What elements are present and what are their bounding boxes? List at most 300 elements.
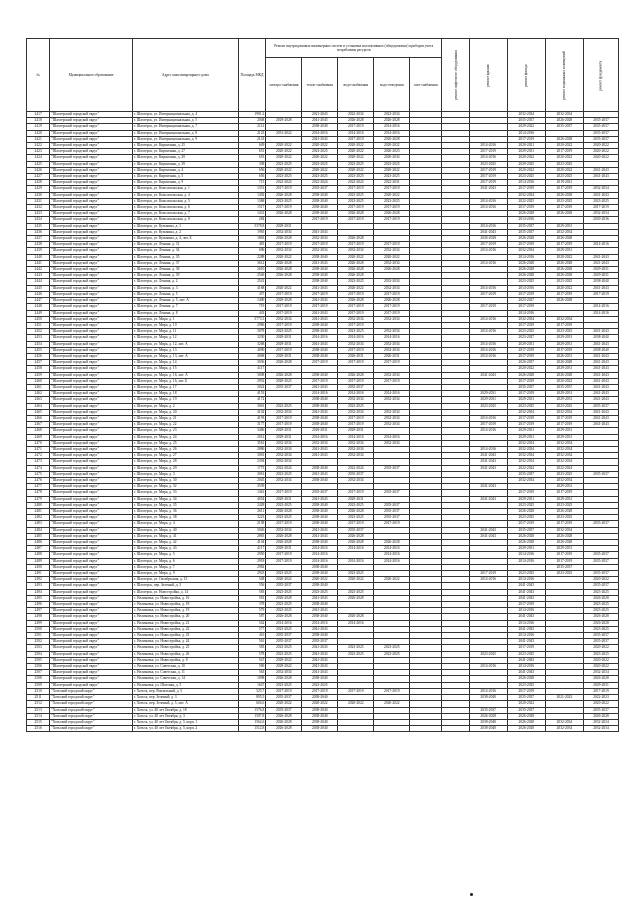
table-cell-a: г. Шахтерск, ул. Комсомольская, д. 7	[132, 211, 238, 217]
table-cell-fd: 2035-2037	[583, 136, 618, 142]
table-cell-fd: 2035-2037	[583, 124, 618, 130]
table-cell-s: 3268	[238, 341, 266, 347]
table-cell-b: 2017-2019	[545, 186, 583, 192]
table-cell-a: г. Шахтерск, ул. Мира, д. 11	[132, 329, 238, 335]
table-cell-v: 2017-2019	[374, 688, 410, 694]
table-cell-w: 2032-2034	[338, 440, 374, 446]
table-cell-fd: 2023-2025	[583, 198, 618, 204]
table-cell-v: 2014-2016	[374, 124, 410, 130]
table-cell-a: г. Шахтерск, ул. Мира, д. 32	[132, 484, 238, 490]
table-cell-w: 2017-2019	[338, 360, 374, 366]
table-cell-h: 2041-2043	[302, 608, 338, 614]
table-cell-n: 2444	[27, 279, 50, 285]
table-cell-n: 2429	[27, 186, 50, 192]
table-cell-mo: "Шахтерский городской округ"	[50, 136, 133, 142]
table-cell-b: 2026-2028	[545, 533, 583, 539]
table-cell-mo: "Шахтерский городской округ"	[50, 533, 133, 539]
table-cell-v: 2035-2037	[374, 502, 410, 508]
table-cell-a: г. Шахтерск, ул. Мира, д. 15	[132, 366, 238, 372]
table-cell-mo: "Шахтерский городской округ"	[50, 571, 133, 577]
table-cell-r: 2041-2043	[469, 527, 507, 533]
table-cell-h: 2041-2043	[302, 409, 338, 415]
table-cell-f: 2017-2019	[507, 136, 545, 142]
table-cell-a: г. Шахтерск, ул. Кирпичная, д. 9	[132, 180, 238, 186]
table-cell-a: г. Шахтерск, ул. Мира, д. 29	[132, 465, 238, 471]
table-cell-v: 2032-2034	[374, 440, 410, 446]
table-cell-fd: 2035-2037	[583, 639, 618, 645]
table-cell-n: 2438	[27, 242, 50, 248]
table-cell-e: 2020-2022	[266, 577, 302, 583]
table-cell-n: 2459	[27, 372, 50, 378]
table-cell-e: 2035-2037	[266, 583, 302, 589]
table-cell-s: 4090	[238, 347, 266, 353]
table-cell-mo: "Хотьский городской округ"	[50, 713, 133, 719]
table-cell-h: 2041-2043	[302, 384, 338, 390]
table-cell-f: 2026-2028	[507, 509, 545, 515]
table-cell-r: 2026-2028	[469, 236, 507, 242]
table-cell-f: 2032-2034	[507, 192, 545, 198]
table-cell-w: 2014-2016	[338, 434, 374, 440]
table-cell-f: 2032-2034	[507, 248, 545, 254]
table-cell-h: 2035-2037	[302, 639, 338, 645]
table-cell-fd: 2041-2043	[583, 341, 618, 347]
table-cell-mo: "Шахтерский городской округ"	[50, 440, 133, 446]
table-cell-h: 2038-2040	[302, 329, 338, 335]
table-cell-mo: "Шахтерский городской округ"	[50, 298, 133, 304]
table-cell-r: 2014-2016	[469, 688, 507, 694]
table-cell-s: 1517	[238, 205, 266, 211]
table-cell-f: 2026-2037	[507, 360, 545, 366]
table-cell-f: 2029-2031	[507, 496, 545, 502]
table-cell-e: 2017-2019	[266, 552, 302, 558]
table-cell-n: 2469	[27, 434, 50, 440]
table-cell-f: 2017-2019	[507, 521, 545, 527]
table-cell-v: 2017-2019	[374, 205, 410, 211]
table-cell-a: г. Шахтерск, ул. Мира, д. 35	[132, 502, 238, 508]
table-cell-mo: "Шахтерский городской округ"	[50, 521, 133, 527]
table-cell-n: 2504	[27, 651, 50, 657]
table-cell-n: 2507	[27, 670, 50, 676]
table-cell-s: 548	[238, 577, 266, 583]
table-cell-h: 2038-2040	[302, 719, 338, 725]
table-cell-v: 2026-2031	[374, 353, 410, 359]
table-cell-e: 2023-2025	[266, 602, 302, 608]
table-cell-fd: 2023-2025	[583, 602, 618, 608]
table-cell-w: 2017-2019	[338, 422, 374, 428]
table-cell-e: 2023-2025	[266, 161, 302, 167]
table-cell-n: 2479	[27, 496, 50, 502]
table-cell-f: 2014-2016	[507, 180, 545, 186]
table-cell-w: 2032-2034	[338, 477, 374, 483]
table-cell-mo: "Хотьский городской округ"	[50, 719, 133, 725]
table-cell-fd: 2041-2043	[583, 360, 618, 366]
table-cell-v: 2017-2019	[374, 360, 410, 366]
table-cell-fd: 2041-2043	[583, 378, 618, 384]
table-cell-n: 2512	[27, 701, 50, 707]
table-cell-e: 2032-2034	[266, 316, 302, 322]
table-cell-h: 2038-2040	[302, 477, 338, 483]
table-cell-fd: 2026-2028	[583, 676, 618, 682]
table-cell-a: г. Шахтерск, ул. Ленина, д. 5, лит. А	[132, 298, 238, 304]
table-cell-h: 2041-2045	[302, 118, 338, 124]
table-cell-mo: "Шахтерский городской округ"	[50, 670, 133, 676]
table-cell-mo: "Шахтерский городской округ"	[50, 509, 133, 515]
table-cell-n: 2451	[27, 322, 50, 328]
table-cell-h: 2038-2040	[302, 583, 338, 589]
table-cell-s: 3061	[238, 403, 266, 409]
table-cell-mo: "Шахтерский городской округ"	[50, 558, 133, 564]
table-cell-mo: "Шахтерский городской округ"	[50, 341, 133, 347]
table-cell-h: 2041-2043	[302, 657, 338, 663]
table-cell-w: 2026-2031	[338, 353, 374, 359]
table-cell-a: с. Великовка, ул. Новостройка, д. 25	[132, 645, 238, 651]
table-cell-r: 2014-2016	[469, 205, 507, 211]
table-cell-a: г. Шахтерск, ул. Мира, д. 34	[132, 496, 238, 502]
col-area-header: Площадь МКД	[238, 39, 266, 112]
table-cell-w: 2032-2034	[338, 316, 374, 322]
table-cell-v: 2017-2019	[374, 310, 410, 316]
table-cell-s: 895,5	[238, 695, 266, 701]
table-cell-n: 2441	[27, 260, 50, 266]
table-cell-e: 2026-2028	[266, 719, 302, 725]
table-cell-s: 481	[238, 242, 266, 248]
table-cell-e: 2017-2019	[266, 521, 302, 527]
table-cell-b: 2020-2022	[545, 155, 583, 161]
table-cell-a: г. Шахтерск, пер. Зеленый, д. 5	[132, 583, 238, 589]
table-cell-v: 2023-2025	[374, 198, 410, 204]
table-cell-w: 2017-2019	[338, 304, 374, 310]
table-cell-fd: 2032-2034	[583, 719, 618, 725]
col-address-header: Адрес многоквартирного дома	[132, 39, 238, 112]
table-cell-fd: 2020-2022	[583, 577, 618, 583]
table-cell-w: 2026-2028	[338, 372, 374, 378]
table-cell-n: 2484	[27, 527, 50, 533]
table-cell-mo: "Шахтерский городской округ"	[50, 484, 133, 490]
table-cell-mo: "Шахтерский городской округ"	[50, 273, 133, 279]
table-cell-b: 2026-2028	[545, 360, 583, 366]
table-cell-a: г. Шахтерск, ул. Октябрьская, д. 15	[132, 577, 238, 583]
table-cell-h: 2023-2025	[302, 161, 338, 167]
table-cell-w: 2026-2028	[338, 273, 374, 279]
table-cell-n: 2425	[27, 161, 50, 167]
table-cell-b: 2020-2022	[545, 143, 583, 149]
table-cell-b: 2032-2034	[545, 440, 583, 446]
table-cell-e: 2022-2024	[266, 180, 302, 186]
table-cell-s: 547	[238, 657, 266, 663]
table-cell-a: г. Шахтерск, ул. Кирпичная, д. 39	[132, 161, 238, 167]
table-cell-h: 2023-2025	[302, 589, 338, 595]
table-cell-w: 2017-2019	[338, 205, 374, 211]
table-cell-f: 2014-2016	[507, 254, 545, 260]
table-cell-s: 556	[238, 583, 266, 589]
table-cell-e: 2017-2019	[266, 322, 302, 328]
table-cell-f: 2017-2019	[507, 688, 545, 694]
table-cell-s: 649	[238, 143, 266, 149]
table-cell-r: 2023-2025	[469, 161, 507, 167]
table-cell-h: 2041-2043	[302, 285, 338, 291]
table-cell-n: 2436	[27, 229, 50, 235]
table-cell-s: 1507,8	[238, 713, 266, 719]
table-cell-a: г. Шахтерск, ул. Комсомольская, д. 5	[132, 198, 238, 204]
table-cell-f: 2017-2019	[507, 391, 545, 397]
table-cell-s: 2982	[238, 564, 266, 570]
table-cell-fd: 2041-2043	[583, 415, 618, 421]
table-cell-b: 2032-2034	[545, 477, 583, 483]
table-cell-f: 2035-2037	[507, 229, 545, 235]
table-cell-s: 561	[238, 639, 266, 645]
table-cell-a: г. Шахтерск, ул. Ленина, д. 5	[132, 291, 238, 297]
table-cell-w: 2035-2037	[338, 384, 374, 390]
table-cell-v: 2026-2028	[374, 540, 410, 546]
table-cell-s: 2394	[238, 459, 266, 465]
table-cell-w: 2023-2025	[338, 515, 374, 521]
table-cell-w: 2014-2016	[338, 130, 374, 136]
table-cell-n: 2487	[27, 546, 50, 552]
table-cell-w: 2026-2028	[338, 298, 374, 304]
table-cell-h: 2014-2016	[302, 552, 338, 558]
table-cell-v: 2032-2034	[374, 248, 410, 254]
table-cell-f: 2023-2025	[507, 571, 545, 577]
table-cell-b: 2017-2019	[545, 347, 583, 353]
table-cell-b: 2032-2034	[545, 316, 583, 322]
table-cell-s: 284	[238, 217, 266, 223]
table-cell-mo: "Шахтерский городской округ"	[50, 316, 133, 322]
table-cell-e: 2023-2025	[266, 645, 302, 651]
table-cell-w: 2017-2019	[338, 378, 374, 384]
table-cell-fd: 2041-2043	[583, 391, 618, 397]
table-cell-a: г. Шахтерск, ул. Комсомольская, д. 4	[132, 192, 238, 198]
table-cell-f: 2041-2043	[507, 639, 545, 645]
table-cell-r: 2014-2016	[469, 316, 507, 322]
table-cell-b: 2020-2022	[545, 254, 583, 260]
table-cell-w: 2026-2028	[338, 260, 374, 266]
table-cell-mo: "Шахтерский городской округ"	[50, 614, 133, 620]
table-cell-a: г. Шахтерск, ул. Мира, д. 38	[132, 515, 238, 521]
table-cell-w: 2026-2028	[338, 614, 374, 620]
table-cell-s: 2541	[238, 279, 266, 285]
col-basement-header: ремонт подвальных помещений	[545, 39, 583, 112]
table-cell-fd: 2023-2025	[583, 589, 618, 595]
table-cell-s: 3026	[238, 527, 266, 533]
table-cell-mo: "Шахтерский городской округ"	[50, 186, 133, 192]
table-cell-mo: "Шахтерский городской округ"	[50, 496, 133, 502]
table-cell-h: 2041-2043	[302, 341, 338, 347]
table-cell-e: 2020-2022	[266, 149, 302, 155]
table-cell-fd: 2020-2022	[583, 645, 618, 651]
table-cell-v: 2014-2016	[374, 335, 410, 341]
table-cell-s: 4054	[238, 496, 266, 502]
table-cell-v: 2014-2016	[374, 434, 410, 440]
table-cell-h: 2014-2016	[302, 391, 338, 397]
table-cell-s: 713	[238, 180, 266, 186]
table-cell-mo: "Шахтерский городской округ"	[50, 372, 133, 378]
table-cell-f: 2035-2037	[507, 384, 545, 390]
table-cell-v: 2035-2037	[374, 465, 410, 471]
table-cell-s: 2158	[238, 521, 266, 527]
table-cell-a: с. Великовка, ул. Шахтная, д. 5	[132, 682, 238, 688]
table-cell-f: 2020-2022	[507, 167, 545, 173]
table-cell-s: 1773	[238, 465, 266, 471]
table-cell-v: 2023-2025	[374, 174, 410, 180]
table-cell-a: г. Шахтерск, ул. Мира, д. 40	[132, 527, 238, 533]
table-cell-e: 2023-2025	[266, 502, 302, 508]
table-cell-s: 2886	[238, 446, 266, 452]
table-cell-w: 2022-2024	[338, 180, 374, 186]
table-cell-v: 2026-2028	[374, 136, 410, 142]
table-cell-s: 3078	[238, 329, 266, 335]
table-cell-b: 2029-2031	[545, 546, 583, 552]
table-cell-fd: 2029-2031	[583, 682, 618, 688]
table-cell-fd: 2035-2037	[583, 558, 618, 564]
table-cell-r: 2023-2025	[469, 403, 507, 409]
table-cell-fd: 2029-2031	[583, 273, 618, 279]
table-cell-n: 2434	[27, 217, 50, 223]
table-cell-f: 2017-2019	[507, 602, 545, 608]
table-cell-b: 2032-2034	[545, 459, 583, 465]
table-cell-mo: "Шахтерский городской округ"	[50, 583, 133, 589]
table-cell-f: 2014-2016	[507, 558, 545, 564]
table-cell-b: 2023-2025	[545, 198, 583, 204]
table-cell-a: г. Шахтерск, ул. Мира, д. 4	[132, 521, 238, 527]
table-cell-f: 2017-2019	[507, 186, 545, 192]
table-cell-b: 2023-2025	[545, 502, 583, 508]
table-cell-mo: "Шахтерский городской округ"	[50, 174, 133, 180]
table-cell-a: г. Шахтерск, ул. Мира, д. 17	[132, 384, 238, 390]
table-cell-mo: "Шахтерский городской округ"	[50, 236, 133, 242]
table-cell-g	[410, 726, 442, 732]
table-cell-r: 2017-2019	[469, 571, 507, 577]
table-cell-s: 2610	[238, 267, 266, 273]
table-cell-b: 2029-2031	[545, 496, 583, 502]
table-cell-r: 2023-2025	[469, 651, 507, 657]
table-cell-a: г. Шахтерск, ул. Мира, д. 28	[132, 459, 238, 465]
table-cell-f: 2026-2028	[507, 719, 545, 725]
table-cell-n: 2482	[27, 515, 50, 521]
col-water-header: водо-снабжения	[338, 58, 374, 112]
table-cell-mo: "Шахтерский городской округ"	[50, 502, 133, 508]
table-cell-a: г. Шахтерск, ул. Мира, д. 33	[132, 490, 238, 496]
table-cell-v: 2020-2023	[374, 149, 410, 155]
table-cell-n: 2431	[27, 198, 50, 204]
table-cell-fd: 2020-2022	[583, 664, 618, 670]
table-cell-h: 2038-2040	[302, 602, 338, 608]
table-cell-h: 2041-2043	[302, 471, 338, 477]
table-cell-mo: "Хотьский городской округ"	[50, 695, 133, 701]
table-cell-a: с. Великовка, ул. Советская, д. 10	[132, 664, 238, 670]
table-cell-n: 2500	[27, 626, 50, 632]
table-cell-s: 3081	[238, 453, 266, 459]
table-cell-r: 2035-2037	[469, 707, 507, 713]
table-cell-fd: 2032-2034	[583, 726, 618, 732]
table-cell-b: 2017-2019	[545, 558, 583, 564]
table-cell-f: 2026-2028	[507, 267, 545, 273]
table-cell-n: 2440	[27, 254, 50, 260]
table-cell-w: 2020-2022	[338, 149, 374, 155]
table-cell-e: 2032-2034	[266, 248, 302, 254]
header-row-1	[27, 39, 619, 58]
table-cell-h: 2014-2016	[302, 335, 338, 341]
table-cell-r: 2041-2043	[469, 533, 507, 539]
table-cell-f: 2032-2034	[507, 446, 545, 452]
table-cell-a: с. Великовка, ул. Советская, д. 11	[132, 670, 238, 676]
table-cell-v: 2032-2034	[374, 347, 410, 353]
table-cell-b: 2023-2025	[545, 403, 583, 409]
table-cell-a: г. Шахтерск, ул. Кирпичная, д. 29	[132, 155, 238, 161]
table-cell-h: 2041-2043	[302, 595, 338, 601]
table-cell-e: 2032-2034	[266, 409, 302, 415]
table-cell-e: 2020-2023	[266, 378, 302, 384]
table-cell-b: 2032-2034	[545, 446, 583, 452]
table-cell-n: 2486	[27, 540, 50, 546]
table-cell-e: 2017-2019	[266, 422, 302, 428]
col-roof-header: ремонт крыши	[469, 39, 507, 112]
table-cell-n: 2475	[27, 471, 50, 477]
table-cell-mo: "Шахтерский городской округ"	[50, 353, 133, 359]
table-cell-s: 2865	[238, 533, 266, 539]
table-cell-fd: 2020-2022	[583, 143, 618, 149]
table-cell-e: 2029-2031	[266, 434, 302, 440]
table-cell-mo: "Шахтерский городской округ"	[50, 192, 133, 198]
table-cell-a: г. Шахтерск, ул. Ленина, д. 38	[132, 267, 238, 273]
table-cell-h: 2038-2040	[302, 676, 338, 682]
table-cell-h: 2014-2016	[302, 130, 338, 136]
table-cell-w: 2026-2028	[338, 509, 374, 515]
table-cell-e: 2031-2022	[266, 130, 302, 136]
table-cell-fd: 2041-2043	[583, 397, 618, 403]
table-cell-h: 2032-2034	[302, 248, 338, 254]
table-cell-mo: "Шахтерский городской округ"	[50, 540, 133, 546]
table-cell-r: 2014-2016	[469, 428, 507, 434]
table-cell-b: 2029-2031	[545, 223, 583, 229]
table-cell-n: 2467	[27, 422, 50, 428]
scan-dot	[470, 893, 473, 896]
table-cell-b: 2017-2019	[545, 322, 583, 328]
table-cell-h: 2035-2037	[302, 490, 338, 496]
table-cell-v: 2032-2034	[374, 422, 410, 428]
table-cell-a: г. Шахтерск, ул. Ленина, д. 3	[132, 285, 238, 291]
table-cell-b: 2023-2025	[545, 279, 583, 285]
table-cell-w: 2032-2034	[338, 397, 374, 403]
table-cell-h: 2020-2022	[302, 143, 338, 149]
table-cell-s: 3466	[238, 428, 266, 434]
table-cell-v: 2032-2034	[374, 372, 410, 378]
table-cell-w: 2023-2025	[338, 651, 374, 657]
table-cell-mo: "Шахтерский городской округ"	[50, 651, 133, 657]
table-cell-v: 2017-2019	[374, 521, 410, 527]
table-cell-w: 2017-2019	[338, 291, 374, 297]
table-cell-n: 2505	[27, 657, 50, 663]
table-cell-r: 2017-2019	[469, 167, 507, 173]
table-cell-r: 2038-2040	[469, 695, 507, 701]
table-cell-f: 2029-2031	[507, 341, 545, 347]
table-cell-mo: "Шахтерский городской округ"	[50, 167, 133, 173]
table-cell-a: с. Великовка, ул. Новостройка, д. 20	[132, 614, 238, 620]
table-body	[27, 112, 619, 732]
table-cell-f: 2014-2016	[507, 285, 545, 291]
table-cell-a: г. Шахтерск, ул. Кирпичная, д. 4	[132, 167, 238, 173]
table-cell-e: 2017-2019	[266, 558, 302, 564]
table-cell-f: 2032-2034	[507, 409, 545, 415]
table-cell-a: г. Шахтерск, ул. Кирпичная, д. 5	[132, 174, 238, 180]
table-cell-r: 2014-2016	[469, 285, 507, 291]
table-cell-v: 2020-2022	[374, 701, 410, 707]
table-cell-e: 2035-2037	[266, 639, 302, 645]
table-cell-n: 2515	[27, 719, 50, 725]
table-cell-a: г. Шахтерск, ул. Комсомольская, д. 8	[132, 217, 238, 223]
table-cell-a: г. Шахтерск, ул. Интернациональная, д. 7	[132, 124, 238, 130]
table-cell-r: 2014-2016	[469, 341, 507, 347]
table-cell-a: г. Шахтерск, ул. Интернациональная, д. 5	[132, 118, 238, 124]
